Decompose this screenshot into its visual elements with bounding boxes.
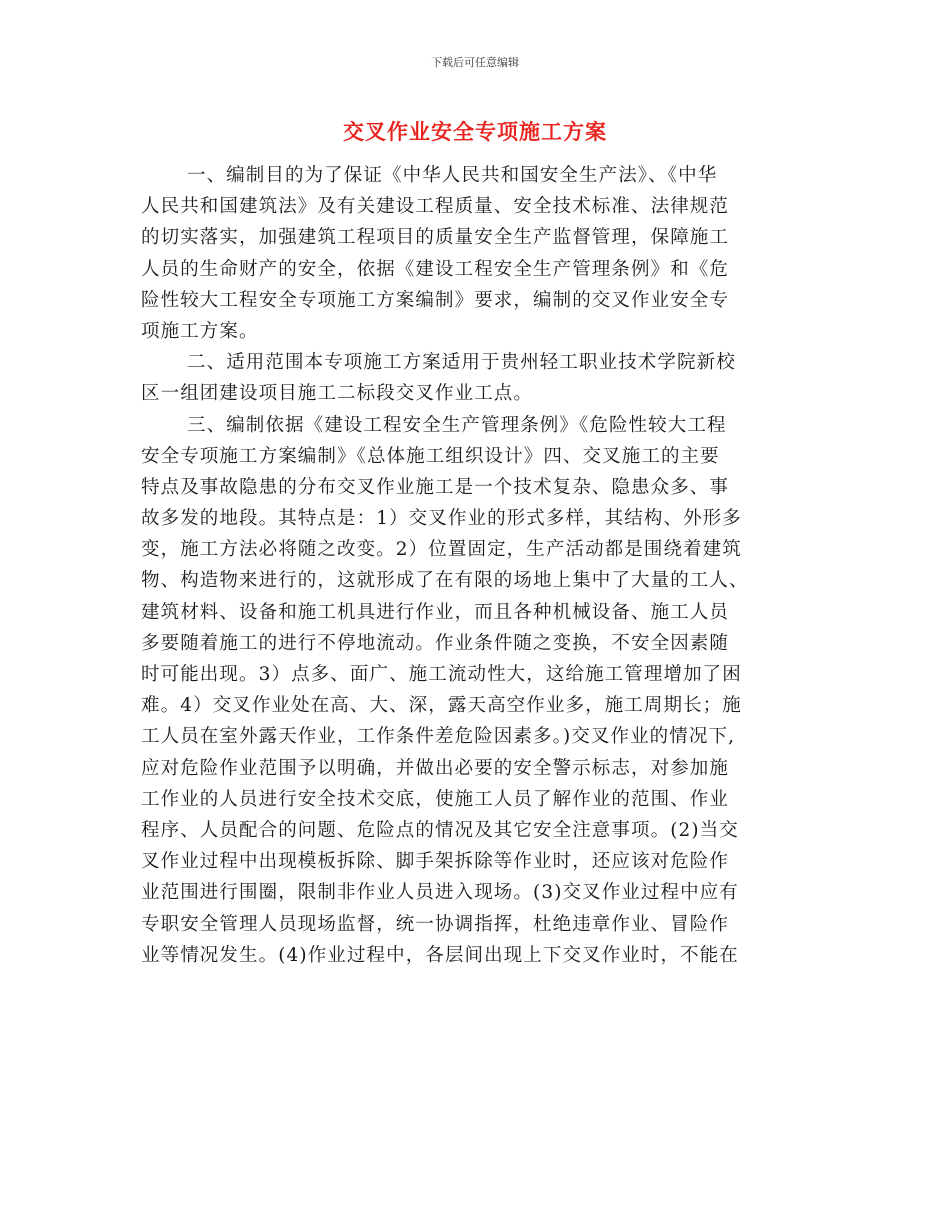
text-line: 业范围进行围圈，限制非作业人员进入现场。(3)交叉作业过程中应有 — [141, 882, 739, 904]
document-body — [141, 160, 821, 971]
text-line: 险性较大工程安全专项施工方案编制》要求，编制的交叉作业安全专 — [141, 289, 730, 311]
text-line: 人员的生命财产的安全，依据《建设工程安全生产管理条例》和《危 — [141, 258, 730, 280]
text-line: 物、构造物来进行的，这就形成了在有限的场地上集中了大量的工人、 — [141, 570, 749, 592]
text-line: 建筑材料、设备和施工机具进行作业，而且各种机械设备、施工人员 — [141, 601, 730, 623]
text-line: 安全专项施工方案编制》《总体施工组织设计》四、交叉施工的主要 — [141, 445, 720, 467]
text-line: 叉作业过程中出现模板拆除、脚手架拆除等作业时，还应该对危险作 — [141, 851, 730, 873]
text-line: 难。4）交叉作业处在高、大、深，露天高空作业多，施工周期长；施 — [141, 695, 742, 717]
text-line: 故多发的地段。其特点是：1）交叉作业的形式多样，其结构、外形多 — [141, 508, 742, 530]
page-header: 下载后可任意编辑 — [431, 56, 519, 69]
text-line: 项施工方案。 — [141, 320, 259, 342]
text-line: 工人员在室外露天作业，工作条件差危险因素多。)交叉作业的情况下, — [141, 726, 736, 748]
text-line: 多要随着施工的进行不停地流动。作业条件随之变换，不安全因素随 — [141, 632, 730, 654]
text-line: 业等情况发生。(4)作业过程中，各层间出现上下交叉作业时，不能在 — [141, 944, 739, 966]
text-line: 人民共和国建筑法》及有关建设工程质量、安全技术标准、法律规范 — [141, 196, 730, 218]
text-line: 三、编制依据《建设工程安全生产管理条例》《危险性较大工程 — [187, 414, 727, 436]
document-title: 交叉作业安全专项施工方案 — [343, 120, 607, 144]
text-line: 专职安全管理人员现场监督，统一协调指挥，杜绝违章作业、冒险作 — [141, 913, 730, 935]
text-line: 特点及事故隐患的分布交叉作业施工是一个技术复杂、隐患众多、事 — [141, 476, 730, 498]
text-line: 二、适用范围本专项施工方案适用于贵州轻工职业技术学院新校 — [187, 352, 736, 374]
text-line: 的切实落实，加强建筑工程项目的质量安全生产监督管理，保障施工 — [141, 227, 730, 249]
text-line: 工作业的人员进行安全技术交底，使施工人员了解作业的范围、作业 — [141, 788, 730, 810]
text-line: 变，施工方法必将随之改变。2）位置固定，生产活动都是围绕着建筑 — [141, 539, 742, 561]
text-line: 时可能出现。3）点多、面广、施工流动性大，这给施工管理增加了困 — [141, 664, 742, 685]
text-line: 一、编制目的为了保证《中华人民共和国安全生产法》、《中华 — [187, 165, 718, 186]
text-line: 区一组团建设项目施工二标段交叉作业工点。 — [141, 383, 534, 405]
text-line: 程序、人员配合的问题、危险点的情况及其它安全注意事项。(2)当交 — [141, 819, 739, 841]
text-line: 应对危险作业范围予以明确，并做出必要的安全警示标志，对参加施 — [141, 757, 730, 779]
